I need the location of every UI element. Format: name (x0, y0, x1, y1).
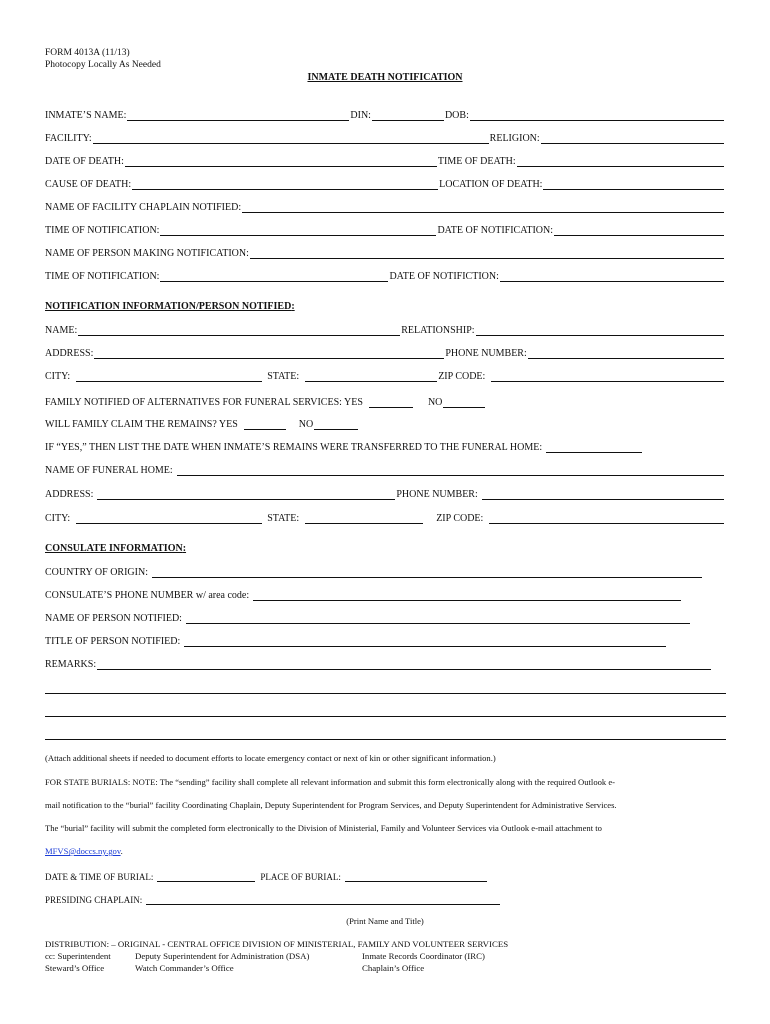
print-name-caption: (Print Name and Title) (346, 916, 424, 926)
row-person-making-notification (45, 245, 725, 259)
row-chaplain-notified (45, 199, 725, 213)
notification-section-title-text: NOTIFICATION INFORMATION/PERSON NOTIFIED (45, 301, 292, 312)
row-consulate-person (45, 610, 725, 624)
row-time-of-notification (45, 222, 725, 236)
presiding-chaplain-field[interactable] (146, 893, 500, 905)
religion-label: RELIGION: (489, 133, 540, 144)
email-line (45, 846, 735, 856)
din-label: DIN: (350, 110, 371, 121)
funeral-home-field[interactable] (177, 464, 724, 476)
row-notified-name (45, 322, 725, 336)
row-family-notified (45, 394, 725, 408)
time-of-death-field[interactable] (517, 155, 724, 167)
burial-datetime-label: DATE & TIME OF BURIAL: (45, 872, 154, 882)
burial-note-line-3: The “burial” facility will submit the completed form electronically to the Division of Ministerial, Family and Volunteer Services via Outlook e-mail attachment to (45, 823, 602, 833)
date-of-notification-label: DATE OF NOTIFICATION: (437, 225, 554, 236)
date-of-notification-2-field[interactable] (500, 270, 724, 282)
notified-city-field[interactable] (76, 370, 262, 382)
time-of-death-label: TIME OF DEATH: (437, 156, 516, 167)
row-notified-city (45, 368, 725, 382)
funeral-state-label: STATE: (267, 513, 300, 524)
consulate-section-colon: : (182, 543, 187, 554)
date-of-death-field[interactable] (125, 155, 437, 167)
consulate-section-title-text: CONSULATE INFORMATION (45, 543, 183, 554)
location-of-death-field[interactable] (543, 178, 724, 190)
consulate-section-title (45, 543, 186, 554)
distribution-block (45, 938, 735, 978)
cause-of-death-label: CAUSE OF DEATH: (45, 179, 132, 190)
remarks-line-3[interactable] (45, 716, 726, 717)
country-of-origin-field[interactable] (152, 566, 702, 578)
time-of-notification-2-label: TIME OF NOTIFICATION: (45, 271, 160, 282)
notified-name-label: NAME: (45, 325, 78, 336)
funeral-address-label: ADDRESS: (45, 489, 94, 500)
dob-field[interactable] (470, 109, 724, 121)
cause-of-death-field[interactable] (132, 178, 438, 190)
facility-field[interactable] (93, 132, 489, 144)
burial-note-line-2: mail notification to the “burial” facility Coordinating Chaplain, Deputy Superintendent for Program Services, and Deputy Superintendent for Administrative Services. (45, 800, 617, 810)
funeral-address-field[interactable] (97, 488, 395, 500)
location-of-death-label: LOCATION OF DEATH: (439, 179, 543, 190)
burial-datetime-field[interactable] (157, 870, 255, 882)
row-if-yes-transfer (45, 439, 725, 453)
funeral-phone-field[interactable] (482, 488, 724, 500)
dob-label: DOB: (444, 110, 469, 121)
photocopy-note: Photocopy Locally As Needed (45, 60, 161, 70)
form-title: INMATE DEATH NOTIFICATION (307, 72, 463, 83)
din-field[interactable] (372, 109, 444, 121)
remarks-label: REMARKS: (45, 659, 97, 670)
row-notified-address (45, 345, 725, 359)
consulate-title-field[interactable] (184, 635, 666, 647)
form-header (45, 47, 161, 71)
place-of-burial-label: PLACE OF BURIAL: (260, 872, 341, 882)
row-facility (45, 130, 725, 144)
notified-name-field[interactable] (78, 324, 400, 336)
remarks-field[interactable] (97, 658, 711, 670)
claim-remains-no-field[interactable] (314, 418, 358, 430)
cc-superintendent: cc: Superintendent (45, 951, 111, 961)
row-funeral-city (45, 510, 725, 524)
distribution-line: DISTRIBUTION: – ORIGINAL - CENTRAL OFFICE DIVISION OF MINISTERIAL, FAMILY AND VOLUNTEER SERVICES (45, 939, 509, 949)
notified-state-field[interactable] (305, 370, 437, 382)
notified-address-field[interactable] (94, 347, 444, 359)
cc-watch-commander: Watch Commander’s Office (135, 963, 234, 973)
transfer-date-field[interactable] (546, 441, 642, 453)
notified-phone-field[interactable] (528, 347, 724, 359)
notified-phone-label: PHONE NUMBER: (445, 348, 527, 359)
family-notified-no-field[interactable] (443, 396, 485, 408)
funeral-city-field[interactable] (76, 512, 262, 524)
religion-field[interactable] (541, 132, 724, 144)
email-link[interactable]: MFVS@doccs.ny.gov (45, 846, 121, 856)
presiding-chaplain-label: PRESIDING CHAPLAIN: (45, 895, 143, 905)
notified-address-label: ADDRESS: (45, 348, 94, 359)
consulate-person-field[interactable] (186, 612, 690, 624)
cc-stewards-office: Steward’s Office (45, 963, 105, 973)
notified-zip-field[interactable] (491, 370, 724, 382)
funeral-city-label: CITY: (45, 513, 71, 524)
consulate-phone-field[interactable] (253, 589, 681, 601)
remarks-line-2[interactable] (45, 693, 726, 694)
row-consulate-title (45, 633, 725, 647)
time-of-notification-field[interactable] (160, 224, 436, 236)
funeral-zip-label: ZIP CODE: (436, 513, 484, 524)
relationship-field[interactable] (476, 324, 724, 336)
consulate-title-label: TITLE OF PERSON NOTIFIED: (45, 636, 181, 647)
claim-remains-no-label: NO (298, 419, 314, 430)
consulate-phone-label: CONSULATE’S PHONE NUMBER w/ area code: (45, 590, 250, 601)
funeral-zip-field[interactable] (489, 512, 724, 524)
date-of-death-label: DATE OF DEATH: (45, 156, 124, 167)
row-remarks (45, 656, 725, 670)
notified-city-label: CITY: (45, 371, 71, 382)
if-yes-transfer-label: IF “YES,” THEN LIST THE DATE WHEN INMATE’S REMAINS WERE TRANSFERRED TO THE FUNERAL HOME: (45, 442, 543, 453)
chaplain-notified-label: NAME OF FACILITY CHAPLAIN NOTIFIED: (45, 202, 242, 213)
notified-state-label: STATE: (267, 371, 300, 382)
burial-note-line-1: FOR STATE BURIALS: NOTE: The “sending” facility shall complete all relevant information and submit this form electronically along with the required Outlook e- (45, 777, 616, 787)
row-burial-datetime (45, 868, 725, 882)
funeral-home-label: NAME OF FUNERAL HOME: (45, 465, 173, 476)
date-of-notification-2-label: DATE OF NOTIFICTION: (389, 271, 499, 282)
date-of-notification-field[interactable] (554, 224, 724, 236)
row-inmate-name (45, 107, 725, 121)
consulate-person-label: NAME OF PERSON NOTIFIED: (45, 613, 182, 624)
row-presiding-chaplain (45, 891, 725, 905)
funeral-state-field[interactable] (305, 512, 423, 524)
cc-deputy-superintendent: Deputy Superintendent for Administration (DSA) (135, 951, 310, 961)
remarks-line-4[interactable] (45, 739, 726, 740)
notification-section-colon: : (291, 301, 295, 312)
inmate-name-field[interactable] (127, 109, 349, 121)
row-consulate-phone (45, 587, 725, 601)
claim-remains-label: WILL FAMILY CLAIM THE REMAINS? YES (45, 419, 238, 430)
row-date-of-death (45, 153, 725, 167)
form-number: FORM 4013A (11/13) (45, 48, 130, 58)
row-time-of-notification-2 (45, 268, 725, 282)
notified-zip-label: ZIP CODE: (438, 371, 486, 382)
time-of-notification-label: TIME OF NOTIFICATION: (45, 225, 160, 236)
family-notified-label: FAMILY NOTIFIED OF ALTERNATIVES FOR FUNERAL SERVICES: YES (45, 397, 363, 408)
email-period: . (120, 846, 123, 856)
inmate-name-label: INMATE’S NAME: (45, 110, 127, 121)
cc-inmate-records: Inmate Records Coordinator (IRC) (362, 951, 485, 961)
time-of-notification-2-field[interactable] (160, 270, 388, 282)
relationship-label: RELATIONSHIP: (401, 325, 475, 336)
row-claim-remains (45, 416, 725, 430)
cc-chaplains-office: Chaplain’s Office (362, 963, 425, 973)
row-funeral-home (45, 462, 725, 476)
person-making-notification-label: NAME OF PERSON MAKING NOTIFICATION: (45, 248, 249, 259)
chaplain-notified-field[interactable] (242, 201, 724, 213)
place-of-burial-field[interactable] (345, 870, 487, 882)
facility-label: FACILITY: (45, 133, 92, 144)
family-notified-yes-field[interactable] (369, 396, 413, 408)
person-making-notification-field[interactable] (250, 247, 724, 259)
row-country-of-origin (45, 564, 725, 578)
row-funeral-address (45, 486, 725, 500)
funeral-phone-label: PHONE NUMBER: (396, 489, 478, 500)
row-cause-of-death (45, 176, 725, 190)
country-of-origin-label: COUNTRY OF ORIGIN: (45, 567, 148, 578)
claim-remains-yes-field[interactable] (244, 418, 286, 430)
attach-note: (Attach additional sheets if needed to document efforts to locate emergency contact or next of kin or other significant information.) (45, 753, 496, 763)
notification-section-title (45, 301, 295, 312)
family-notified-no-label: NO (427, 397, 443, 408)
